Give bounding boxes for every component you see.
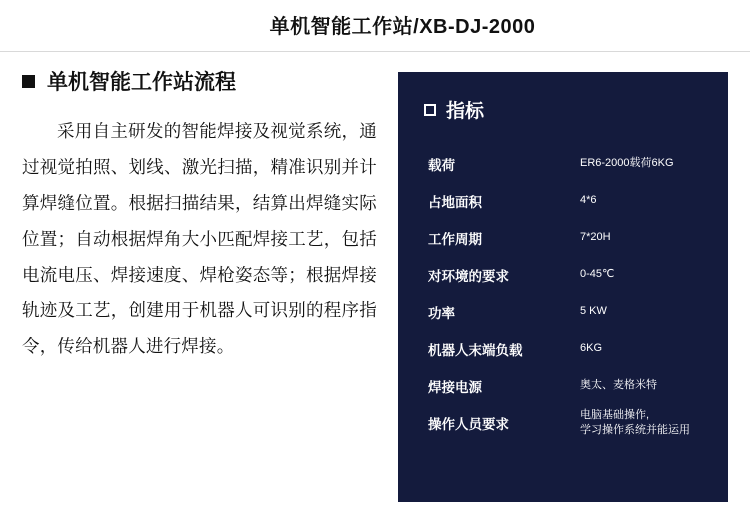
square-bullet-icon <box>22 75 35 88</box>
spec-label: 占地面积 <box>428 194 482 210</box>
section-heading-label: 单机智能工作站流程 <box>47 71 236 94</box>
table-row <box>424 404 702 441</box>
spec-value: 7*20H <box>580 231 611 244</box>
spec-value: ER6-2000载荷6KG <box>580 157 674 170</box>
spec-value: 4*6 <box>580 194 597 207</box>
spec-label: 对环境的要求 <box>428 268 509 284</box>
spec-value: 5 KW <box>580 305 607 318</box>
table-row <box>424 219 702 256</box>
spec-label: 机器人末端负载 <box>428 342 523 358</box>
spec-panel <box>398 72 728 502</box>
spec-value: 奥太、麦格米特 <box>580 379 657 392</box>
spec-table <box>424 145 702 441</box>
spec-label: 焊接电源 <box>428 379 482 395</box>
spec-label: 工作周期 <box>428 231 482 247</box>
spec-label: 载荷 <box>428 157 455 173</box>
table-row <box>424 293 702 330</box>
table-row <box>424 330 702 367</box>
spec-panel-heading-label: 指标 <box>446 101 485 122</box>
spec-label: 功率 <box>428 305 455 321</box>
section-paragraph: 采用自主研发的智能焊接及视觉系统，通过视觉拍照、划线、激光扫描，精准识别并计算焊缝位置。根据扫描结果，结算出焊缝实际位置；自动根据焊角大小匹配焊接工艺，包括电流电压、焊接速度、焊枪姿态等；根据焊接轨迹及工艺，创建用于机器人可识别的程序指令，传给机器人进行焊接。 <box>22 121 377 357</box>
table-row <box>424 367 702 404</box>
left-content-column <box>22 66 377 365</box>
section-heading <box>22 66 377 96</box>
spec-value <box>579 404 702 441</box>
spec-panel-heading <box>424 96 702 123</box>
table-row <box>424 182 702 219</box>
page-header <box>0 0 750 52</box>
spec-value: 6KG <box>580 342 603 355</box>
spec-label: 操作人员要求 <box>428 416 509 432</box>
table-row <box>424 256 702 293</box>
spec-value-line1: 电脑基础操作, <box>580 408 650 421</box>
table-row <box>424 145 702 182</box>
spec-value-line2: 学习操作系统并能运用 <box>580 423 690 436</box>
page-title: 单机智能工作站/XB-DJ-2000 <box>269 16 536 38</box>
square-outline-bullet-icon <box>424 104 436 116</box>
spec-value: 0-45℃ <box>580 268 615 281</box>
